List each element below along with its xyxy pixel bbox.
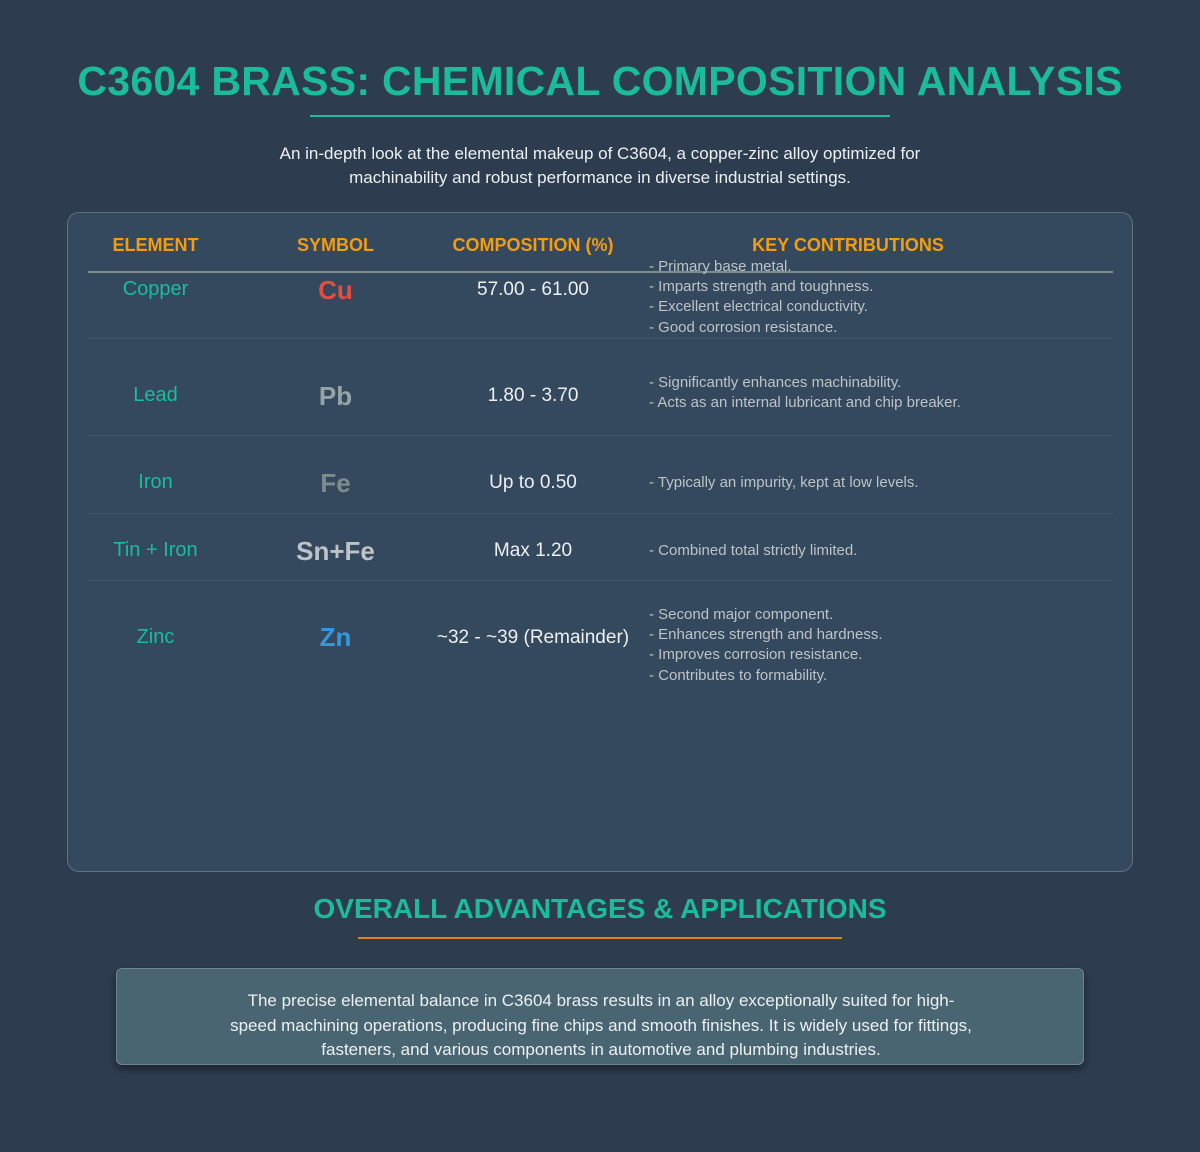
composition-value: Up to 0.50 xyxy=(489,472,577,493)
element-symbol: Pb xyxy=(318,381,353,411)
summary-text: The precise elemental balance in C3604 brass results in an alloy exceptionally suited for high-speed machining operations, producing fine chips and smooth finishes. It is widely used for fittings, fasteners, and various components in automotive and plumbing industries. xyxy=(230,991,972,1059)
contribution-item: - Excellent electrical conductivity. xyxy=(649,298,868,316)
element-symbol: Sn+Fe xyxy=(296,536,375,566)
table-row-lead xyxy=(88,339,1113,436)
contributions-list xyxy=(649,605,1109,686)
contribution-item: - Contributes to formability. xyxy=(649,666,828,684)
table-row-tin-iron xyxy=(88,514,1113,581)
composition-card xyxy=(67,212,1133,872)
composition-value: 1.80 - 3.70 xyxy=(487,385,579,406)
contributions-list xyxy=(649,541,1109,561)
composition-value: 57.00 - 61.00 xyxy=(477,279,589,300)
contribution-item: - Imparts strength and toughness. xyxy=(649,278,874,296)
contributions-list xyxy=(649,373,1109,413)
element-name: Copper xyxy=(122,278,189,300)
element-symbol: Zn xyxy=(319,622,352,652)
element-name: Lead xyxy=(133,384,178,406)
contributions-list xyxy=(649,473,1109,493)
header-symbol: SYMBOL xyxy=(296,235,374,255)
table-row-copper xyxy=(88,258,1113,339)
table-row-iron xyxy=(88,436,1113,514)
composition-value: ~32 - ~39 (Remainder) xyxy=(436,627,630,648)
contribution-item: - Good corrosion resistance. xyxy=(649,318,838,336)
section-divider xyxy=(358,937,842,939)
contribution-item: - Enhances strength and hardness. xyxy=(649,626,883,644)
element-name: Iron xyxy=(138,471,173,493)
element-symbol: Cu xyxy=(318,275,353,305)
contribution-item: - Significantly enhances machinability. xyxy=(649,374,902,391)
table-row-zinc xyxy=(88,581,1113,701)
summary-box xyxy=(116,968,1084,1065)
header-element: ELEMENT xyxy=(112,235,199,255)
contribution-item: - Primary base metal. xyxy=(649,258,792,275)
element-symbol: Fe xyxy=(320,468,351,498)
contributions-list xyxy=(649,257,1109,338)
header-contributions: KEY CONTRIBUTIONS xyxy=(752,235,944,255)
element-name: Zinc xyxy=(136,626,175,648)
header-composition: COMPOSITION (%) xyxy=(452,235,614,255)
contribution-item: - Typically an impurity, kept at low levels. xyxy=(649,474,919,491)
title-divider xyxy=(310,115,890,117)
intro-text: An in-depth look at the elemental makeup of C3604, a copper-zinc alloy optimized for machinability and robust performance in diverse industrial settings. xyxy=(279,144,921,187)
page-title: C3604 BRASS: CHEMICAL COMPOSITION ANALYSIS xyxy=(77,58,1123,104)
section-title: OVERALL ADVANTAGES & APPLICATIONS xyxy=(313,893,887,924)
contribution-item: - Second major component. xyxy=(649,606,834,623)
contribution-item: - Improves corrosion resistance. xyxy=(649,646,863,664)
composition-value: Max 1.20 xyxy=(493,540,573,561)
element-name: Tin + Iron xyxy=(113,539,198,561)
contribution-item: - Acts as an internal lubricant and chip breaker. xyxy=(649,394,961,412)
contribution-item: - Combined total strictly limited. xyxy=(649,542,858,559)
